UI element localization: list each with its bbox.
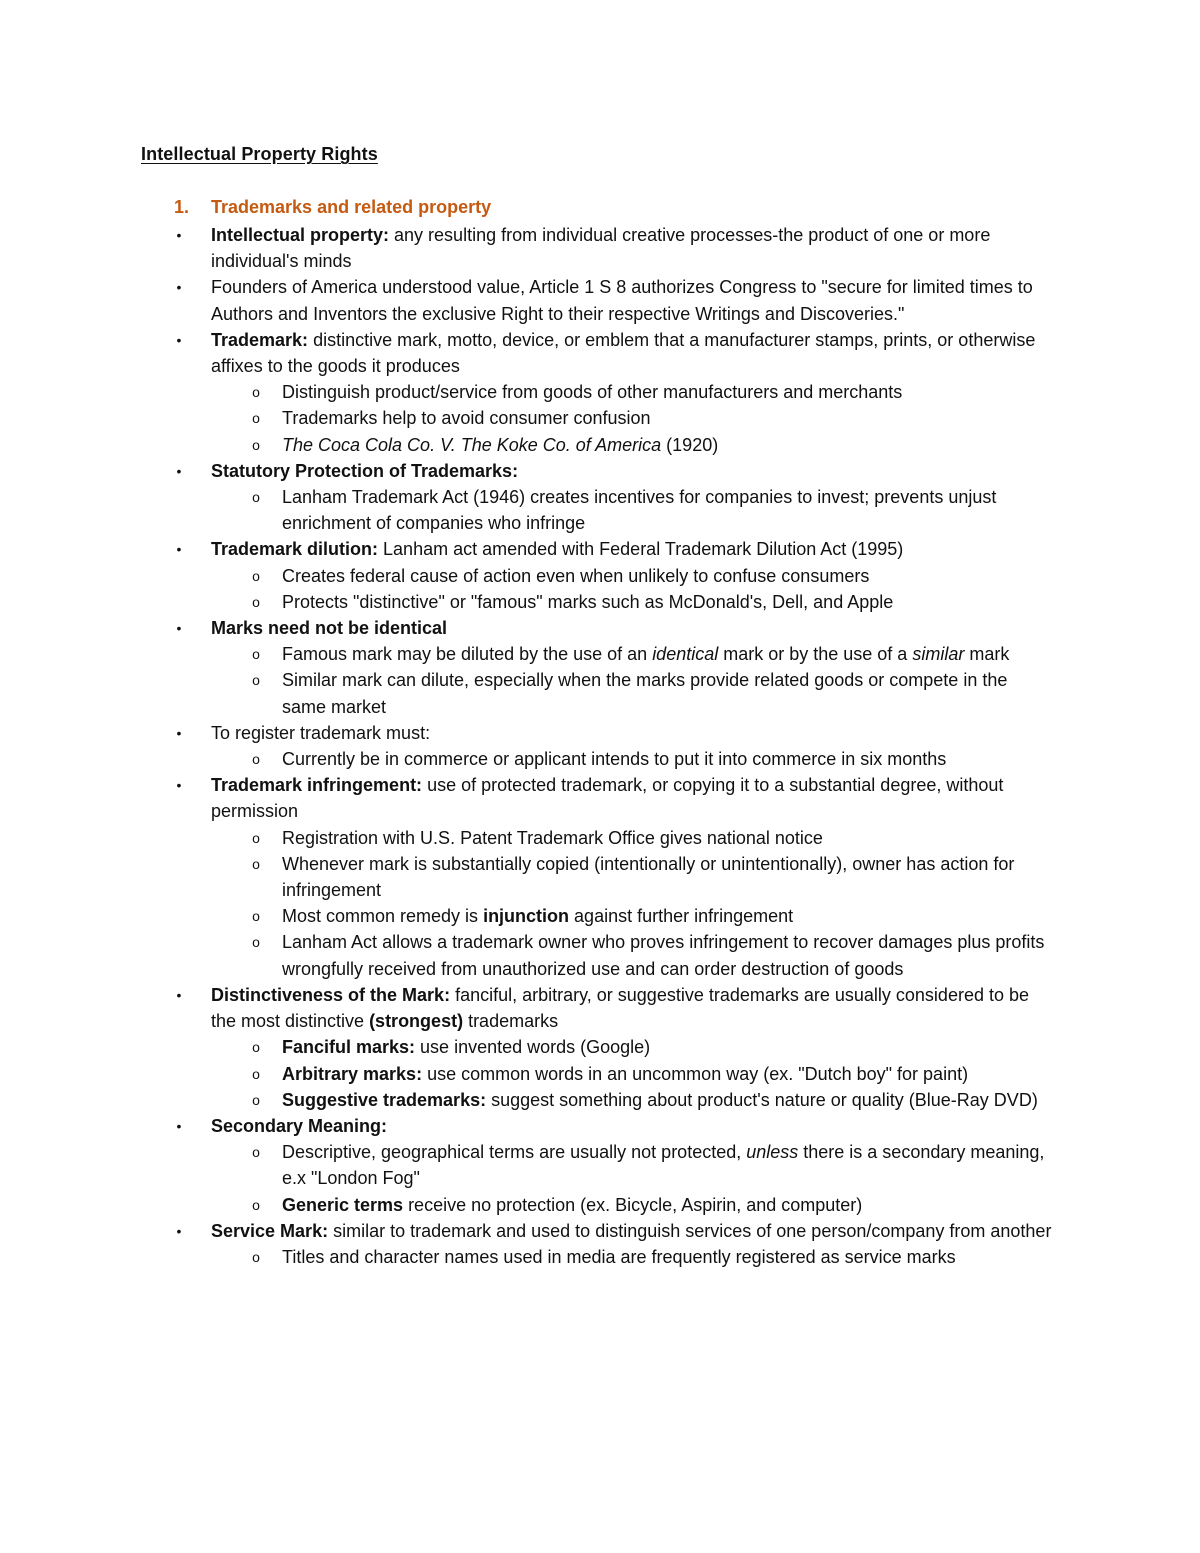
sub-bullet-icon: o xyxy=(252,410,260,427)
item-text: distinctive mark, motto, device, or emblem that a manufacturer stamps, prints, or otherwise affixes to the goods it produces xyxy=(211,329,1036,377)
bullet-icon: • xyxy=(176,724,182,741)
sub-bullet-item xyxy=(0,851,1056,903)
sub-bullet-icon: o xyxy=(252,1091,260,1108)
item-text: Arbitrary marks: xyxy=(282,1063,423,1084)
item-text: Trademark: xyxy=(211,329,309,350)
document-title: Intellectual Property Rights xyxy=(141,144,378,164)
sub-bullet-item xyxy=(0,667,1056,719)
sub-bullet-icon: o xyxy=(252,384,260,401)
item-text: Secondary Meaning: xyxy=(211,1115,388,1136)
item-text: Statutory Protection of Trademarks: xyxy=(211,460,519,481)
section-number: 1. xyxy=(174,197,190,217)
sub-bullet-icon: o xyxy=(252,436,260,453)
sub-bullet-icon: o xyxy=(252,567,260,584)
sub-bullet-icon: o xyxy=(252,646,260,663)
bullet-icon: • xyxy=(176,986,182,1003)
sub-bullet-icon: o xyxy=(252,1196,260,1213)
sub-bullet-item xyxy=(0,1087,1056,1113)
bullet-icon: • xyxy=(176,462,182,479)
item-text: similar xyxy=(912,644,965,665)
item-text: Currently be in commerce or applicant intends to put it into commerce in six months xyxy=(282,749,947,770)
bullet-icon: • xyxy=(176,227,182,243)
sub-bullet-icon: o xyxy=(252,1144,260,1161)
bullet-item xyxy=(0,222,1056,274)
item-text: To register trademark must: xyxy=(211,722,431,743)
item-text: use common words in an uncommon way (ex. "Dutch boy" for paint) xyxy=(422,1063,969,1084)
sub-bullet-icon: o xyxy=(252,1065,260,1082)
bullet-icon: • xyxy=(176,331,182,348)
item-text: injunction xyxy=(483,906,570,927)
sub-bullet-icon: o xyxy=(252,751,260,768)
bullet-item xyxy=(0,1113,1056,1139)
bullet-icon: • xyxy=(176,1222,182,1239)
item-text: Similar mark can dilute, especially when the marks provide related goods or compete in the same market xyxy=(282,670,1008,717)
item-text: suggest something about product's nature or quality (Blue-Ray DVD) xyxy=(486,1089,1038,1110)
bullet-icon: • xyxy=(176,620,182,637)
item-text: The Coca Cola Co. V. The Koke Co. of America xyxy=(282,434,662,455)
item-text: use invented words (Google) xyxy=(415,1037,651,1058)
section-label: Trademarks and related property xyxy=(211,197,492,217)
item-text: Whenever mark is substantially copied (intentionally or unintentionally), owner has action for infringement xyxy=(282,853,1015,901)
sub-bullet-icon: o xyxy=(252,829,260,846)
sub-bullet-item xyxy=(0,903,1056,929)
item-text: Fanciful marks: xyxy=(282,1037,416,1058)
sub-bullet-item xyxy=(0,746,1056,772)
sub-bullet-item xyxy=(0,929,1056,981)
bullet-item xyxy=(0,982,1056,1034)
item-text: Famous mark may be diluted by the use of an xyxy=(282,644,653,665)
item-text: identical xyxy=(652,644,719,665)
sub-bullet-item xyxy=(0,1034,1056,1060)
item-text: Suggestive trademarks: xyxy=(282,1089,487,1110)
item-text: Founders of America understood value, Article 1 S 8 authorizes Congress to "secure for limited times to Authors and Inventors the exclusive Right to their respective Writings and Discoveries." xyxy=(211,277,1033,324)
bullet-item xyxy=(0,772,1056,824)
sub-bullet-item xyxy=(0,379,1056,405)
item-text: Registration with U.S. Patent Trademark Office gives national notice xyxy=(282,827,823,848)
bullet-item xyxy=(0,1218,1056,1244)
item-text: there is a secondary meaning, e.x "London Fog" xyxy=(282,1142,1045,1189)
bullet-icon: • xyxy=(176,777,182,794)
item-text: Intellectual property: xyxy=(211,225,390,245)
bullet-item xyxy=(0,536,1056,562)
item-text: any resulting from individual creative processes-the product of one or more individual's minds xyxy=(211,225,991,272)
item-text: Service Mark: xyxy=(211,1220,329,1241)
bullet-icon: • xyxy=(176,1117,182,1134)
bullet-icon: • xyxy=(176,279,182,296)
item-text: against further infringement xyxy=(569,906,794,927)
item-text: Generic terms xyxy=(282,1194,404,1215)
item-text: use of protected trademark, or copying it to a substantial degree, without permission xyxy=(211,775,1004,822)
item-text: (1920) xyxy=(661,434,719,455)
item-text: unless xyxy=(746,1142,799,1163)
item-text: Titles and character names used in media are frequently registered as service marks xyxy=(282,1246,956,1267)
sub-bullet-item xyxy=(0,405,1056,431)
item-text: mark xyxy=(964,644,1010,665)
item-text: Lanham Trademark Act (1946) creates incentives for companies to invest; prevents unjust enrichment of companies who infringe xyxy=(282,487,997,534)
item-text: receive no protection (ex. Bicycle, Aspirin, and computer) xyxy=(403,1194,863,1215)
sub-bullet-item xyxy=(0,1139,1056,1191)
sub-bullet-item xyxy=(0,589,1056,615)
sub-bullet-icon: o xyxy=(252,908,260,925)
item-text: Lanham act amended with Federal Trademark Dilution Act (1995) xyxy=(378,539,904,560)
item-text: Distinguish product/service from goods of other manufacturers and merchants xyxy=(282,382,903,403)
item-text: Marks need not be identical xyxy=(211,618,448,639)
sub-bullet-item xyxy=(0,641,1056,667)
item-text: Trademarks help to avoid consumer confusion xyxy=(282,408,651,429)
section-heading xyxy=(174,197,491,218)
sub-bullet-icon: o xyxy=(252,1248,260,1265)
item-text: Protects "distinctive" or "famous" marks such as McDonald's, Dell, and Apple xyxy=(282,591,894,612)
item-text: similar to trademark and used to distinguish services of one person/company from another xyxy=(328,1220,1052,1241)
bullet-item xyxy=(0,720,1056,746)
bullet-item xyxy=(0,615,1056,641)
item-text: mark or by the use of a xyxy=(718,644,913,665)
item-text: Creates federal cause of action even when unlikely to confuse consumers xyxy=(282,565,870,586)
sub-bullet-item xyxy=(0,1061,1056,1087)
sub-bullet-icon: o xyxy=(252,593,260,610)
sub-bullet-item xyxy=(0,432,1056,458)
sub-bullet-item xyxy=(0,1244,1056,1270)
sub-bullet-icon: o xyxy=(252,1039,260,1056)
bullet-item xyxy=(0,327,1056,379)
sub-bullet-icon: o xyxy=(252,672,260,689)
item-text: (strongest) xyxy=(369,1011,464,1032)
sub-bullet-item xyxy=(0,1192,1056,1218)
sub-bullet-icon: o xyxy=(252,855,260,872)
bullet-item xyxy=(0,274,1056,326)
item-text: Distinctiveness of the Mark: xyxy=(211,984,451,1005)
item-text: Descriptive, geographical terms are usually not protected, xyxy=(282,1142,747,1163)
item-text: Trademark dilution: xyxy=(211,539,379,560)
bullet-icon: • xyxy=(176,541,182,558)
sub-bullet-icon: o xyxy=(252,489,260,506)
sub-bullet-item xyxy=(0,825,1056,851)
bullet-outline xyxy=(0,222,1200,1270)
sub-bullet-item xyxy=(0,484,1056,536)
sub-bullet-icon: o xyxy=(252,934,260,951)
item-text: Lanham Act allows a trademark owner who proves infringement to recover damages plus profits wrongfully received from unauthorized use and can order destruction of goods xyxy=(282,932,1045,979)
item-text: fanciful, arbitrary, or suggestive trademarks are usually considered to be the most distinctive xyxy=(211,984,1030,1032)
item-text: Trademark infringement: xyxy=(211,775,423,796)
item-text: trademarks xyxy=(463,1011,559,1032)
bullet-item xyxy=(0,458,1056,484)
sub-bullet-item xyxy=(0,563,1056,589)
item-text: Most common remedy is xyxy=(282,906,484,927)
